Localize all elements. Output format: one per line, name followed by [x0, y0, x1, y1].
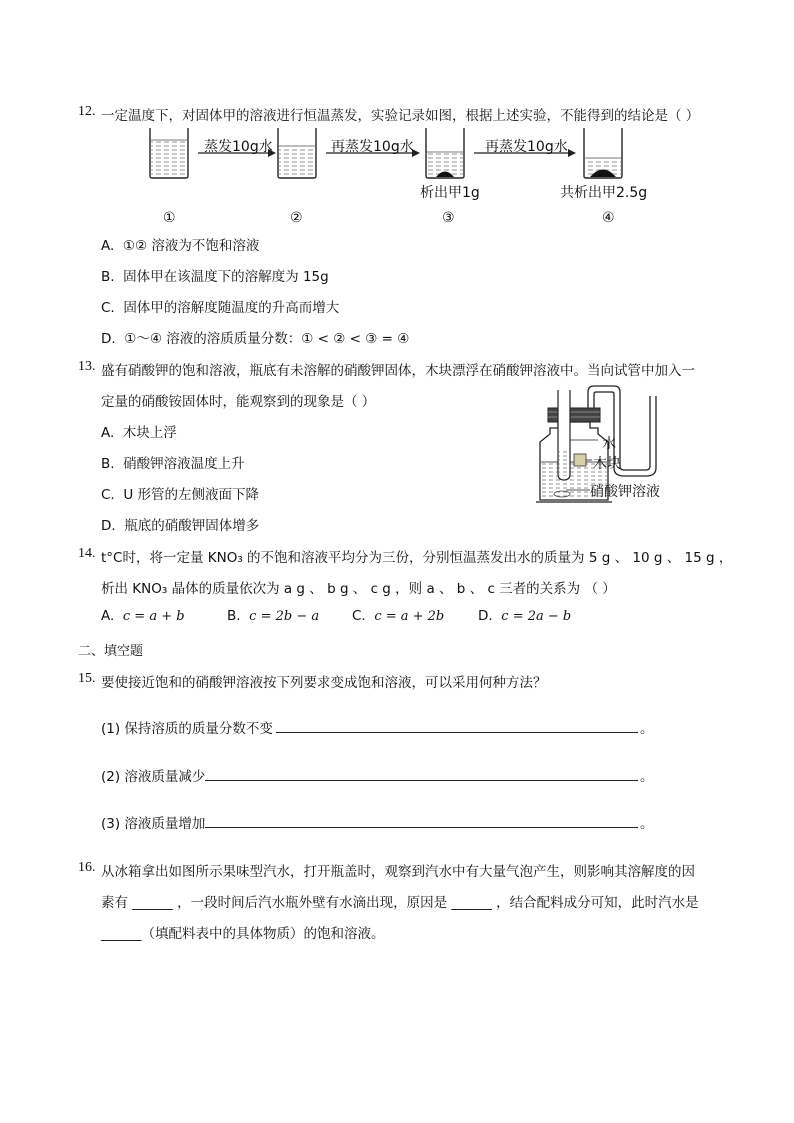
option-letter: B. — [101, 456, 115, 472]
option-text: U 形管的左侧液面下降 — [123, 487, 259, 503]
option-text: ①② 溶液为不饱和溶液 — [122, 238, 260, 254]
beaker-4-icon — [584, 128, 622, 178]
q13-label-block: 木块 — [593, 456, 621, 472]
option-text: c = a + b — [122, 609, 185, 624]
q16-number: 16. — [78, 860, 96, 875]
q12-stem: 一定温度下，对固体甲的溶液进行恒温蒸发，实验记录如图，根据上述实验，不能得到的结论是（ ） — [101, 108, 700, 124]
q15-item-3-label: (3) 溶液质量增加 — [101, 816, 206, 832]
section-heading: 二、填空题 — [78, 644, 144, 659]
q12-number: 12. — [78, 104, 96, 119]
q12-label-4: ④ — [602, 210, 615, 226]
option-letter: A. — [101, 238, 115, 254]
q15-stem: 要使接近饱和的硝酸钾溶液按下列要求变成饱和溶液，可以采用何种方法？ — [101, 675, 547, 691]
q13-option-d[interactable] — [101, 514, 259, 534]
q12-arrow1-label: 蒸发10g水 — [204, 139, 273, 155]
q12-caption3: 析出甲1g — [420, 185, 480, 201]
q14-option-d[interactable] — [478, 608, 571, 624]
option-text: 固体甲在该温度下的溶解度为 15g — [123, 269, 329, 285]
q16-line2: 素有 ______ ，一段时间后汽水瓶外壁有水滴出现，原因是 ______ ，结合配料成分可知，此时汽水是 — [101, 895, 699, 911]
beaker-3-icon — [426, 128, 464, 178]
beaker-1-icon — [150, 128, 188, 178]
option-text: c = 2a − b — [501, 609, 572, 624]
q14-option-a[interactable] — [101, 608, 185, 624]
q12-label-3: ③ — [442, 210, 455, 226]
q12-option-a[interactable] — [101, 234, 259, 254]
q12-label-2: ② — [290, 210, 303, 226]
q13-stem-line1: 盛有硝酸钾的饱和溶液，瓶底有未溶解的硝酸钾固体，木块漂浮在硝酸钾溶液中。当向试管中加入一 — [101, 363, 695, 379]
option-letter: C. — [101, 300, 115, 316]
q15-item-2-blank[interactable] — [205, 780, 638, 781]
q13-option-a[interactable] — [101, 421, 177, 441]
option-text: ①～④ 溶液的溶质质量分数：① < ② < ③ = ④ — [124, 331, 410, 347]
q15-item-2-end: 。 — [640, 769, 654, 785]
q13-option-b[interactable] — [101, 452, 245, 472]
q16-line1: 从冰箱拿出如图所示果味型汽水，打开瓶盖时，观察到汽水中有大量气泡产生，则影响其溶解度的因 — [101, 864, 695, 880]
q15-item-1-end: 。 — [640, 721, 654, 737]
q12-option-b[interactable] — [101, 265, 329, 285]
option-text: 硝酸钾溶液温度上升 — [123, 456, 245, 472]
option-letter: D. — [101, 518, 116, 534]
q14-option-c[interactable] — [352, 608, 444, 624]
q15-item-3-blank[interactable] — [205, 827, 638, 828]
q15-item-1-label: (1) 保持溶质的质量分数不变 — [101, 721, 273, 737]
q12-option-c[interactable] — [101, 296, 339, 316]
option-letter: C. — [352, 608, 366, 624]
q12-caption4: 共析出甲2.5g — [560, 185, 648, 201]
q15-item-1-blank[interactable] — [276, 732, 638, 733]
option-letter: D. — [478, 608, 493, 624]
option-text: c = 2b − a — [249, 609, 320, 624]
q12-arrow3-label: 再蒸发10g水 — [485, 139, 568, 155]
q15-item-3-end: 。 — [640, 816, 654, 832]
q13-label-water: 水 — [602, 436, 616, 452]
q12-arrow2-label: 再蒸发10g水 — [331, 139, 414, 155]
q15-number: 15. — [78, 671, 96, 686]
q12-option-d[interactable] — [101, 327, 409, 347]
option-letter: D. — [101, 331, 116, 347]
option-text: c = a + 2b — [374, 609, 445, 624]
q15-item-2-label: (2) 溶液质量减少 — [101, 769, 206, 785]
q14-option-b[interactable] — [227, 608, 319, 624]
option-letter: A. — [101, 425, 115, 441]
option-text: 固体甲的溶解度随温度的升高而增大 — [123, 300, 340, 316]
option-letter: B. — [101, 269, 115, 285]
beaker-2-icon — [278, 128, 316, 178]
option-text: 瓶底的硝酸钾固体增多 — [124, 518, 260, 534]
q12-label-1: ① — [163, 210, 176, 226]
option-letter: C. — [101, 487, 115, 503]
q14-number: 14. — [78, 546, 96, 561]
q14-line1: t°C时，将一定量 KNO₃ 的不饱和溶液平均分为三份，分别恒温蒸发出水的质量为 5 g 、 10 g 、 15 g ， — [101, 550, 733, 566]
q13-option-c[interactable] — [101, 483, 259, 503]
option-letter: B. — [227, 608, 241, 624]
option-text: 木块上浮 — [122, 425, 177, 441]
q13-stem-line2: 定量的硝酸铵固体时，能观察到的现象是（ ） — [101, 394, 376, 410]
q13-label-solution: 硝酸钾溶液 — [590, 484, 660, 500]
q14-line2: 析出 KNO₃ 晶体的质量依次为 a g 、 b g 、 c g ，则 a 、 b 、 c 三者的关系为 （ ） — [101, 581, 616, 597]
q16-line3: ______（填配料表中的具体物质）的饱和溶液。 — [101, 926, 385, 942]
q13-number: 13. — [78, 359, 96, 374]
option-letter: A. — [101, 608, 115, 624]
